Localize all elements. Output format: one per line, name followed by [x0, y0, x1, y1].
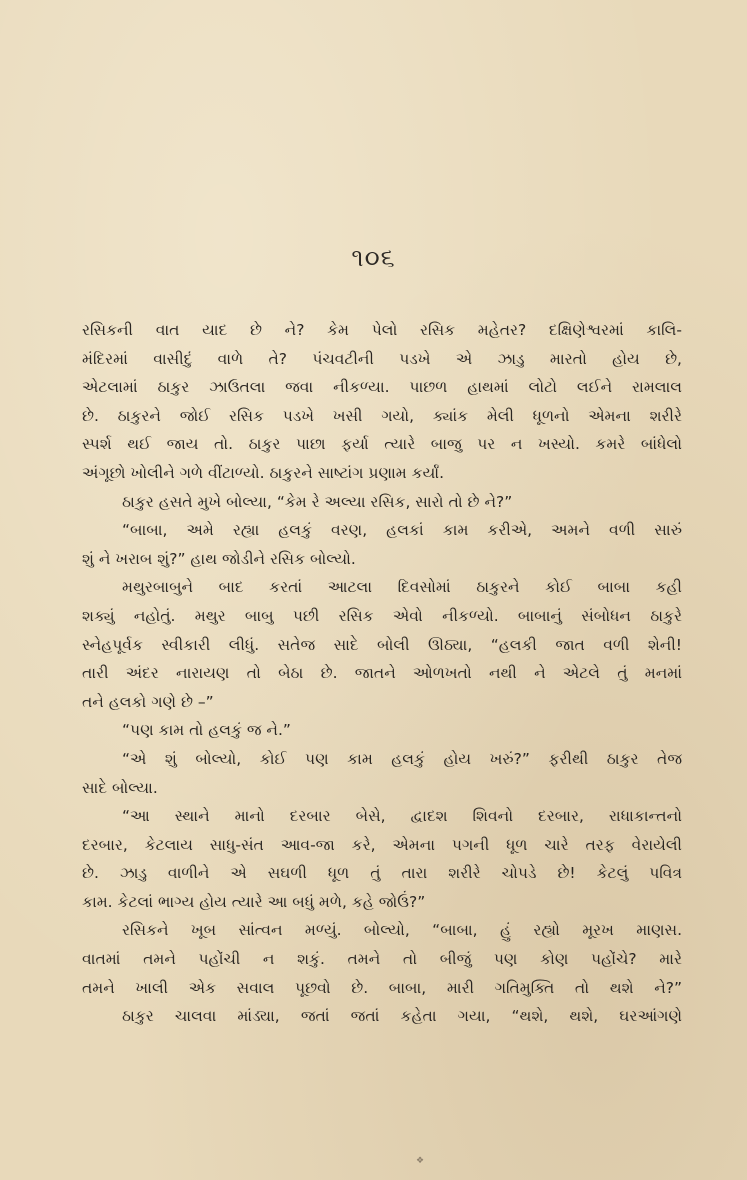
text-line: “પણ કામ તો હલકું જ ને.” — [122, 721, 291, 740]
text-line: શું ને ખરાબ શું?” હાથ જોડીને રસિક બોલ્યો. — [82, 549, 356, 568]
text-line: મંદિરમાં વાસીદું વાળે તે? પંચવટીની પડખે એ ઝાડુ મારતો હોય છે, — [82, 349, 682, 368]
text-line: અંગૂછો ખોલીને ગળે વીંટાળ્યો. ઠાકુરને સાષ્ટાંગ પ્રણામ કર્યાં. — [82, 463, 445, 482]
text-line: ઠાકુર ચાલવા માંડ્યા, જતાં જતાં કહેતા ગયા, “થશે, થશે, ઘરઆંગણે — [122, 1007, 682, 1026]
text-line: સાદે બોલ્યા. — [82, 778, 158, 797]
text-line: તારી અંદર નારાયણ તો બેઠા છે. જાતને ઓળખતો નથી ને એટલે તું મનમાં — [82, 664, 682, 683]
text-line: મથુરબાબુને બાદ કરતાં આટલા દિવસોમાં ઠાકુરને કોઈ બાબા કહી — [122, 578, 682, 597]
body-text — [82, 316, 682, 1031]
text-line: સ્નેહપૂર્વક સ્વીકારી લીધું. સતેજ સાદે બોલી ઊઠ્યા, “હલકી જાત વળી શેની! — [82, 635, 682, 654]
text-line: સ્પર્શ થઈ જાય તો. ઠાકુર પાછા ફર્યા ત્યારે બાજુ પર ન ખસ્યો. કમરે બાંધેલો — [82, 435, 682, 454]
text-line: “આ સ્થાને માનો દરબાર બેસે, દ્વાદશ શિવનો દરબાર, રાધાકાન્તનો — [122, 807, 682, 826]
text-line: વાતમાં તમને પહોંચી ન શકું. તમને તો બીજું પણ કોણ પહોંચે? મારે — [82, 950, 682, 969]
ornament-mark: ❖ — [416, 1156, 425, 1166]
text-line: તમને ખાલી એક સવાલ પૂછવો છે. બાબા, મારી ગતિમુક્તિ તો થશે ને?” — [82, 978, 682, 997]
text-line: રસિકને ખૂબ સાંત્વન મળ્યું. બોલ્યો, “બાબા, હું રહ્યો મૂરખ માણસ. — [122, 921, 682, 940]
text-line: છે. ઠાકુરને જોઈ રસિક પડખે ખસી ગયો, ક્યાંક મેલી ધૂળનો એમના શરીરે — [82, 406, 682, 425]
text-line: કામ. કેટલાં ભાગ્ય હોય ત્યારે આ બધું મળે, કહે જોઉં?” — [82, 892, 426, 911]
text-line: છે. ઝાડુ વાળીને એ સઘળી ધૂળ તું તારા શરીરે ચોપડે છે! કેટલું પવિત્ર — [82, 864, 682, 883]
text-line: એટલામાં ઠાકુર ઝાઉતલા જવા નીકળ્યા. પાછળ હાથમાં લોટો લઈને રામલાલ — [82, 378, 682, 397]
text-line: “બાબા, અમે રહ્યા હલકું વરણ, હલકાં કામ કરીએ, અમને વળી સારું — [122, 521, 682, 540]
text-line: “એ શું બોલ્યો, કોઈ પણ કામ હલકું હોય ખરું?” ફરીથી ઠાકુર તેજ — [122, 749, 682, 768]
text-line: રસિકની વાત યાદ છે ને? કેમ પેલો રસિક મહેતર? દક્ષિણેશ્વરમાં કાલિ- — [82, 321, 682, 339]
text-line: તને હલકો ગણે છે –” — [82, 692, 214, 711]
text-line: દરબાર, કેટલાય સાધુ-સંત આવ-જા કરે, એમના પગની ધૂળ ચારે તરફ વેરાયેલી — [82, 835, 682, 854]
text-line: શક્યું નહોતું. મથુર બાબુ પછી રસિક એવો નીકળ્યો. બાબાનું સંબોધન ઠાકુરે — [82, 606, 682, 625]
page-number: ૧૦૬ — [351, 243, 396, 272]
text-line: ઠાકુર હસતે મુખે બોલ્યા, “કેમ રે અલ્યા રસિક, સારો તો છે ને?” — [122, 492, 513, 511]
